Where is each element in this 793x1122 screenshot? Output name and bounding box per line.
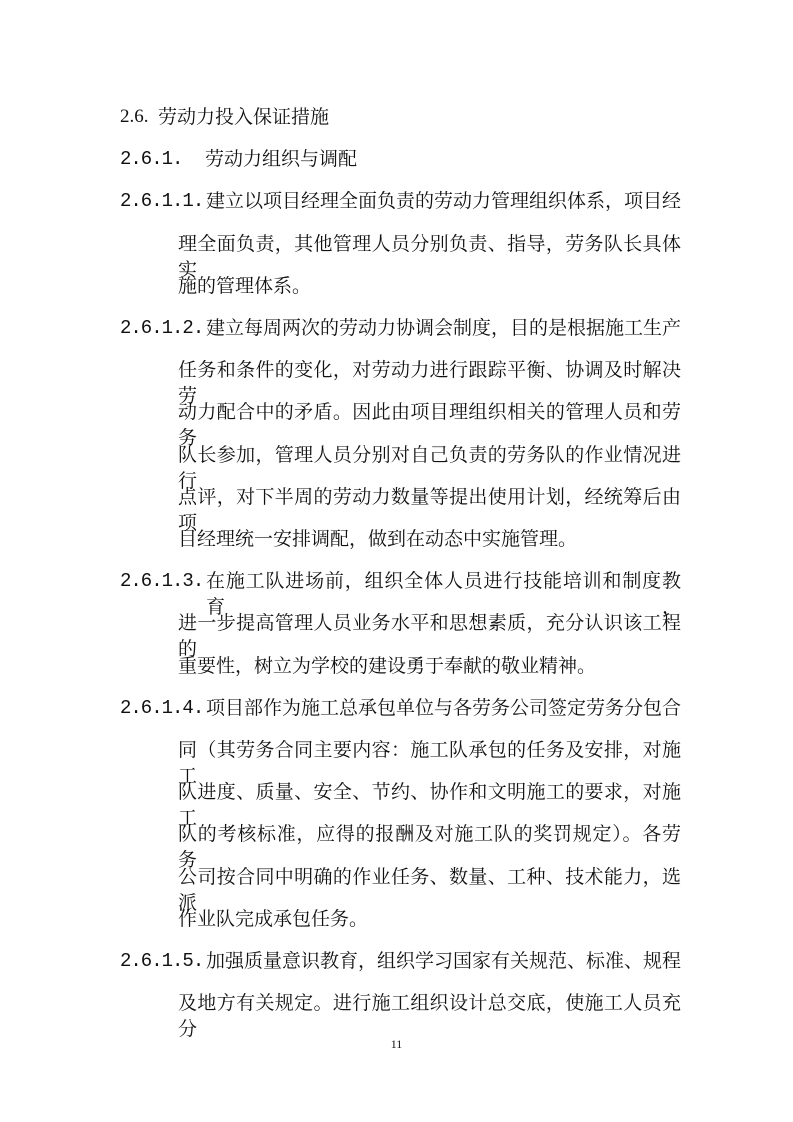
page-number: 11 bbox=[390, 1037, 403, 1051]
paragraph-line bbox=[0, 273, 793, 299]
paragraph-text: 建立以项目经理全面负责的劳动力管理组织体系，项目经 bbox=[206, 190, 682, 213]
paragraph-line bbox=[0, 568, 793, 619]
paragraph-line bbox=[0, 779, 793, 830]
paragraph-line bbox=[0, 864, 793, 914]
paragraph-line bbox=[0, 399, 793, 450]
paragraph-line bbox=[0, 526, 793, 552]
paragraph-text: 任务和条件的变化，对劳动力进行跟踪平衡、协调及时解决劳 bbox=[178, 359, 681, 408]
paragraph-text: 建立每周两次的劳动力协调会制度，目的是根据施工生产 bbox=[206, 317, 682, 339]
paragraph-line bbox=[0, 188, 793, 214]
paragraph-text: 作业队完成承包任务。 bbox=[178, 907, 369, 930]
item-number: 2.6.1.1. bbox=[120, 190, 204, 213]
paragraph-line bbox=[0, 990, 793, 1041]
paragraph-line bbox=[0, 231, 793, 281]
paragraph-text: 队进度、质量、安全、节约、协作和文明施工的要求，对施工 bbox=[178, 781, 681, 830]
paragraph-text: 队长参加，管理人员分别对自己负责的劳务队的作业情况进行 bbox=[178, 443, 681, 492]
paragraph-text: 进一步提高管理人员业务水平和思想素质，充分认识该工程的 bbox=[178, 612, 681, 661]
paragraph-line bbox=[0, 948, 793, 974]
paragraph-text: 加强质量意识教育，组织学习国家有关规范、标准、规程 bbox=[206, 950, 682, 972]
paragraph-text: 施的管理体系。 bbox=[178, 274, 312, 297]
paragraph-line bbox=[0, 315, 793, 341]
heading-line bbox=[0, 104, 793, 130]
paragraph-line bbox=[0, 442, 793, 492]
paragraph-line bbox=[0, 610, 793, 661]
paragraph-text: 项目部作为施工总承包单位与各劳务公司签定劳务分包合 bbox=[206, 696, 682, 719]
item-number: 2.6.1.2. bbox=[120, 317, 204, 339]
paragraph-line bbox=[0, 737, 793, 787]
paragraph-text: 目经理统一安排调配，做到在动态中实施管理。 bbox=[178, 528, 578, 550]
paragraph-line bbox=[0, 357, 793, 408]
paragraph-line bbox=[0, 821, 793, 872]
paragraph-line bbox=[0, 906, 793, 932]
paragraph-text: 在施工队进场前，组织全体人员进行技能培训和制度教育， bbox=[206, 570, 681, 619]
item-number: 2.6.1.3. bbox=[120, 570, 204, 593]
paragraph-text: 动力配合中的矛盾。因此由项目理组织相关的管理人员和劳务 bbox=[178, 401, 681, 450]
item-number: 2.6.1.5. bbox=[120, 950, 204, 972]
paragraph-text: 同（其劳务合同主要内容：施工队承包的任务及安排，对施工 bbox=[178, 739, 681, 787]
heading-number: 2.6.1. bbox=[120, 148, 183, 171]
heading-line bbox=[0, 146, 793, 172]
item-number: 2.6.1.4. bbox=[120, 696, 204, 719]
paragraph-text: 理全面负责，其他管理人员分别负责、指导，劳务队长具体实 bbox=[178, 232, 681, 281]
heading-number: 2.6. bbox=[120, 106, 149, 127]
paragraph-text: 公司按合同中明确的作业任务、数量、工种、技术能力，选派 bbox=[178, 865, 681, 914]
heading-text: 劳动力组织与调配 bbox=[205, 148, 358, 171]
paragraph-text: 点评，对下半周的劳动力数量等提出使用计划，经统筹后由项 bbox=[178, 485, 681, 534]
paragraph-text: 及地方有关规定。进行施工组织设计总交底，使施工人员充分 bbox=[178, 992, 681, 1041]
heading-text: 劳动力投入保证措施 bbox=[158, 106, 330, 128]
paragraph-text: 重要性，树立为学校的建设勇于奉献的敬业精神。 bbox=[178, 654, 597, 677]
paragraph-text: 队的考核标准，应得的报酬及对施工队的奖罚规定）。各劳务 bbox=[178, 823, 681, 872]
paragraph-line bbox=[0, 653, 793, 679]
paragraph-line bbox=[0, 484, 793, 534]
paragraph-line bbox=[0, 695, 793, 721]
